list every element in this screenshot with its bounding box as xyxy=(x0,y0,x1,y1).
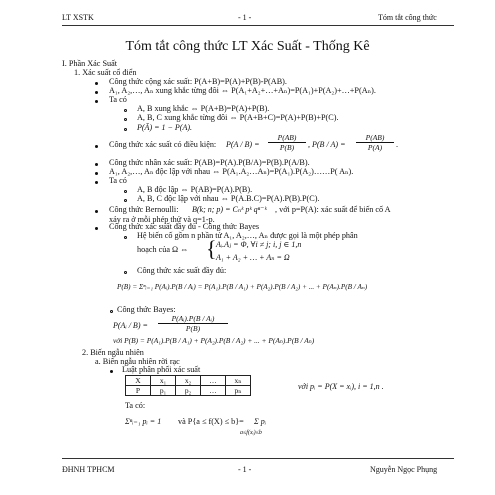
formula: P(Aᵢ / B) = xyxy=(113,321,148,330)
text-line: Công thức xác suất có điều kiện: xyxy=(109,140,217,149)
circle-bullet-icon xyxy=(124,128,127,131)
subsection-heading: 1. Xác suất cổ điển xyxy=(74,68,137,77)
table-cell: … xyxy=(201,376,226,386)
circle-bullet-icon xyxy=(124,199,127,202)
text-line: Ta có xyxy=(109,95,127,104)
text-line: Hệ biến cố gồm n phần tử A₁, A₂,…, Aₙ được gọi là một phép phân xyxy=(137,231,358,240)
formula: với pᵢ = P(X = xᵢ), i = 1,n . xyxy=(298,382,384,391)
header-right: Tóm tắt công thức xyxy=(378,13,437,22)
formula: Σ pᵢ xyxy=(254,417,267,426)
bullet-icon xyxy=(110,370,113,373)
fraction-numerator: P(AB) xyxy=(268,133,306,143)
formula: , P(B / A) = xyxy=(308,140,346,149)
table-cell: pₙ xyxy=(226,386,251,396)
circle-bullet-icon xyxy=(124,190,127,193)
fraction-numerator: P(AB) xyxy=(356,133,394,143)
bullet-icon xyxy=(95,82,98,85)
formula: B(k; n; p) = Cₙᵏ pᵏ qⁿ⁻ᵏ xyxy=(192,205,267,214)
text-line: A, B xung khắc ⇔ P(A+B)=P(A)+P(B). xyxy=(137,104,270,113)
header-page-number: - 1 - xyxy=(238,13,252,22)
formula: P(B) = Σⁿᵢ₌₁ P(Aᵢ).P(B / Aᵢ) = P(A₁).P(B / A₁) + P(A₂).P(B / A₂) + ... + P(Aₙ).P(B / Aₙ) xyxy=(117,283,368,291)
footer-left: ĐHNH TPHCM xyxy=(62,465,115,474)
footer-rule xyxy=(62,458,454,459)
formula: A₁ + A₂ + … + Aₙ = Ω xyxy=(216,253,290,262)
fraction-denominator: P(A) xyxy=(367,143,383,152)
bullet-icon xyxy=(95,91,98,94)
circle-bullet-icon xyxy=(124,109,127,112)
bullet-icon xyxy=(95,172,98,175)
bullet-icon xyxy=(95,145,98,148)
table-cell: … xyxy=(201,386,226,396)
text-line: A₁, A₂,…, Aₙ độc lập với nhau ⇔ P(A₁.A₂…Aₙ)=P(A₁).P(A₂)……P( Aₙ). xyxy=(109,167,354,176)
circle-bullet-icon xyxy=(124,236,127,239)
text-line: Công thức cộng xác suất: P(A+B)=P(A)+P(B)-P(AB). xyxy=(109,77,287,86)
table-row xyxy=(126,386,251,396)
fraction xyxy=(356,133,394,152)
footer-right: Nguyễn Ngọc Phụng xyxy=(370,465,438,474)
text-line: Công thức nhân xác suất: P(AB)=P(A).P(B/A)=P(B).P(A/B). xyxy=(109,158,310,167)
formula: Aᵢ.Aⱼ = Φ, ∀i ≠ j; i, j ∈ 1,n xyxy=(216,240,302,249)
formula-subscript: a≤f(xᵢ)≤b xyxy=(240,430,262,436)
header-left: LT XSTK xyxy=(62,13,94,22)
text-line: Ta có xyxy=(109,176,127,185)
text-line: A₁, A₂,…, Aₙ xung khắc từng đôi ⇔ P(A₁+A₂+…+Aₙ)=P(A₁)+P(A₂)+…+P(Aₙ). xyxy=(109,86,376,95)
text-line: hoạch của Ω ⇔ xyxy=(137,245,189,254)
text-line: Luật phân phối xác suất xyxy=(122,365,201,374)
text-line: Công thức xác suất đầy đủ - Công thức Bayes xyxy=(109,222,260,231)
text-line: , với p=P(A): xác suất để biến cố A xyxy=(275,205,391,214)
text-line: và P{a ≤ f(X) ≤ b}= xyxy=(178,417,244,426)
text-line: Công thức Bayes: xyxy=(117,305,176,314)
circle-bullet-icon xyxy=(124,271,127,274)
bullet-icon xyxy=(95,163,98,166)
header-rule xyxy=(62,25,454,26)
bullet-icon xyxy=(95,227,98,230)
table-cell: p₁ xyxy=(151,386,176,396)
fraction-denominator: P(B) xyxy=(185,324,201,333)
table-cell: p₂ xyxy=(176,386,201,396)
text-line: A, B, C độc lập với nhau ⇔ P(A.B.C)=P(A).P(B).P(C). xyxy=(137,194,320,203)
formula: Σⁿᵢ₌₁ pᵢ = 1 xyxy=(125,417,162,426)
text-line: . xyxy=(396,140,399,149)
fraction-denominator: P(B) xyxy=(279,143,295,152)
page-title: Tóm tắt công thức LT Xác Suất - Thống Kê xyxy=(125,39,370,54)
circle-bullet-icon xyxy=(110,310,113,313)
fraction xyxy=(158,314,228,333)
formula: P(A / B) = xyxy=(226,140,260,149)
fraction-numerator: P(Aᵢ).P(B / Aᵢ) xyxy=(158,314,228,324)
formula: P(Ā) = 1 − P(A). xyxy=(137,123,192,132)
fraction xyxy=(268,133,306,152)
left-brace-icon: { xyxy=(206,236,217,261)
table-cell: X xyxy=(126,376,151,386)
formula: với P(B) = P(A₁).P(B / A₁) + P(A₂).P(B / A₂) + ... + P(Aₙ).P(B / Aₙ) xyxy=(113,336,315,345)
text-line: xảy ra ở mỗi phép thử và q=1-p. xyxy=(109,215,215,224)
distribution-table xyxy=(125,375,251,396)
table-cell: P xyxy=(126,386,151,396)
bullet-icon xyxy=(95,100,98,103)
subsection-heading: 2. Biến ngẫu nhiên xyxy=(82,348,144,357)
subsection-heading: a. Biến ngẫu nhiên rời rạc xyxy=(95,357,180,366)
section-heading: I. Phần Xác Suất xyxy=(62,59,118,68)
text-line: A, B độc lập ⇔ P(AB)=P(A).P(B). xyxy=(137,185,253,194)
bullet-icon xyxy=(95,210,98,213)
table-cell: x₂ xyxy=(176,376,201,386)
circle-bullet-icon xyxy=(124,118,127,121)
text-line: Ta có: xyxy=(125,401,146,410)
table-row xyxy=(126,376,251,386)
table-cell: x₁ xyxy=(151,376,176,386)
text-line: Công thức Bernoulli: xyxy=(109,205,179,214)
bullet-icon xyxy=(95,181,98,184)
text-line: A, B, C xung khắc từng đôi ⇔ P(A+B+C)=P(A)+P(B)+P(C). xyxy=(137,113,339,122)
table-cell: xₙ xyxy=(226,376,251,386)
text-line: Công thức xác suất đầy đủ: xyxy=(137,266,227,275)
footer-page-number: - 1 - xyxy=(238,465,252,474)
